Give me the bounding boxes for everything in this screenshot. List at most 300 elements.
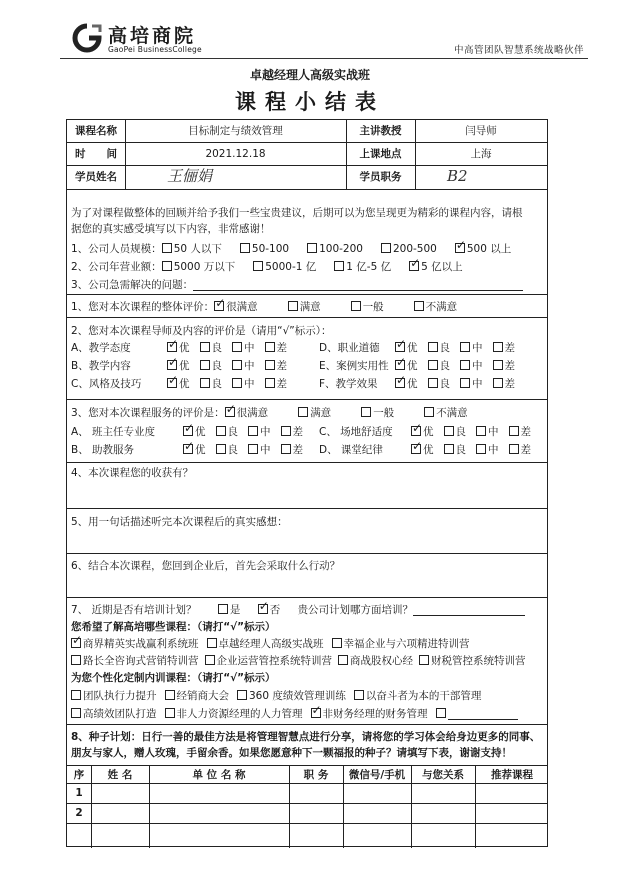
- checkbox[interactable]: [216, 444, 226, 454]
- q1-rating-option[interactable]: [414, 301, 458, 313]
- checkbox[interactable]: [281, 426, 291, 436]
- option-label: 差: [504, 342, 515, 354]
- checkbox[interactable]: [162, 243, 172, 253]
- grade-option[interactable]: [395, 378, 418, 390]
- q3-rating-row: [319, 426, 541, 438]
- q2-rating-row: [71, 360, 297, 372]
- option-label: 良: [439, 360, 450, 372]
- custom-course-option[interactable]: [71, 708, 157, 720]
- checkbox[interactable]: [71, 638, 81, 648]
- checkbox[interactable]: [167, 342, 177, 352]
- q3-rating-option[interactable]: [298, 407, 331, 419]
- checkbox[interactable]: [298, 407, 308, 417]
- grade-option[interactable]: [167, 360, 190, 372]
- q7-direction-field[interactable]: [413, 604, 525, 616]
- q3-rating-option[interactable]: [225, 407, 269, 419]
- grade-option[interactable]: [411, 444, 434, 456]
- q7-plan-label: 7、 近期是否有培训计划？: [71, 604, 197, 616]
- checkbox[interactable]: [338, 655, 348, 665]
- q6-label: 6、结合本次课程，您回到企业后，首先会采取什么行动？: [71, 560, 341, 572]
- checkbox[interactable]: [307, 243, 317, 253]
- company-revenue-option[interactable]: [162, 261, 236, 273]
- checkbox[interactable]: [509, 426, 519, 436]
- checkbox[interactable]: [354, 690, 364, 700]
- option-label: 差: [504, 378, 515, 390]
- option-label: 优: [179, 342, 190, 354]
- option-label: 优: [407, 360, 418, 372]
- q1-label: 1、您对本次课程的整体评价：: [71, 301, 215, 313]
- checkbox[interactable]: [200, 342, 210, 352]
- rating-item-label: B、 助教服务: [71, 444, 135, 456]
- referral-header-cell: 职 务: [303, 769, 329, 781]
- option-label: 中: [244, 360, 255, 372]
- referral-row-number: 1: [75, 787, 83, 799]
- referral-header-cell: 与您关系: [422, 769, 464, 781]
- q2-rating-row: [319, 360, 525, 372]
- divider: [67, 399, 547, 400]
- checkbox[interactable]: [444, 426, 454, 436]
- checkbox[interactable]: [460, 342, 470, 352]
- page-title: 课程小结表: [235, 90, 385, 114]
- checkbox[interactable]: [165, 708, 175, 718]
- custom-options-row: [71, 708, 526, 720]
- checkbox[interactable]: [71, 690, 81, 700]
- time-value: 2021.12.18: [205, 148, 266, 160]
- course-option[interactable]: [205, 655, 333, 667]
- option-label: 5000-1 亿: [265, 261, 317, 273]
- rating-item-label: A、教学态度: [71, 342, 131, 354]
- company-revenue-option[interactable]: [409, 261, 463, 273]
- grade-option[interactable]: [444, 426, 467, 438]
- checkbox[interactable]: [493, 360, 503, 370]
- course-options-row: [71, 638, 478, 650]
- grade-option[interactable]: [428, 342, 451, 354]
- checkbox[interactable]: [351, 301, 361, 311]
- grade-option[interactable]: [265, 342, 288, 354]
- option-label: 良: [227, 444, 238, 456]
- option-label: 50 人以下: [173, 243, 222, 255]
- checkbox[interactable]: [265, 378, 275, 388]
- option-label: 企业运营管控系统特训营: [216, 655, 332, 667]
- q7-no-checkbox[interactable]: [258, 604, 268, 614]
- checkbox[interactable]: [265, 342, 275, 352]
- custom-course-option[interactable]: [71, 690, 157, 702]
- option-label: 100-200: [319, 243, 363, 255]
- checkbox[interactable]: [381, 243, 391, 253]
- option-label: 1 亿-5 亿: [346, 261, 392, 273]
- grade-option[interactable]: [428, 360, 451, 372]
- divider: [67, 553, 547, 554]
- referral-header-cell: 推荐课程: [491, 769, 533, 781]
- checkbox[interactable]: [225, 407, 235, 417]
- logo-english-name: GaoPei BusinessCollege: [108, 45, 202, 54]
- company-size-label: 1、公司人员规模：: [71, 243, 162, 255]
- grade-option[interactable]: [460, 342, 483, 354]
- checkbox[interactable]: [214, 301, 224, 311]
- option-label: 优: [407, 378, 418, 390]
- grade-option[interactable]: [476, 426, 499, 438]
- checkbox[interactable]: [455, 243, 465, 253]
- rating-item-label: C、 场地舒适度: [319, 426, 393, 438]
- option-label: 良: [439, 378, 450, 390]
- option-label: 差: [276, 360, 287, 372]
- intro-line-2: 据您的真实感受填写以下内容，非常感谢！: [71, 223, 271, 235]
- rating-item-label: C、风格及技巧: [71, 378, 142, 390]
- checkbox[interactable]: [288, 301, 298, 311]
- checkbox[interactable]: [444, 444, 454, 454]
- checkbox[interactable]: [414, 301, 424, 311]
- q7-custom-label: 为您个性化定制内训课程：（请打“√”标示）: [71, 672, 276, 684]
- company-size-option[interactable]: [307, 243, 363, 255]
- grade-option[interactable]: [248, 444, 271, 456]
- custom-course-option[interactable]: [165, 690, 230, 702]
- option-label: 差: [276, 378, 287, 390]
- divider: [67, 724, 547, 725]
- checkbox[interactable]: [395, 360, 405, 370]
- q2-label: 2、您对本次课程导师及内容的评价是（请用“√”标示）：: [71, 325, 332, 337]
- checkbox[interactable]: [240, 243, 250, 253]
- checkbox[interactable]: [476, 444, 486, 454]
- referral-header-cell: 序: [73, 769, 85, 781]
- divider: [67, 317, 547, 318]
- divider: [67, 165, 547, 166]
- rating-item-label: D、 课堂纪律: [319, 444, 383, 456]
- place-value: 上海: [470, 148, 492, 160]
- grade-option[interactable]: [167, 378, 190, 390]
- q1-rating-option[interactable]: [351, 301, 384, 313]
- checkbox[interactable]: [436, 708, 446, 718]
- option-label: 中: [244, 378, 255, 390]
- option-label: 优: [407, 342, 418, 354]
- option-label: 卓越经理人高级实战班: [218, 638, 324, 650]
- company-size-option[interactable]: [162, 243, 222, 255]
- grade-option[interactable]: [395, 342, 418, 354]
- option-label: 5 亿以上: [421, 261, 463, 273]
- q8-line-1: 8、种子计划：日行一善的最佳方法是将管理智慧点进行分享，请将您的学习体会给身边更多的同事、: [71, 731, 541, 743]
- custom-course-option[interactable]: [311, 708, 428, 720]
- checkbox[interactable]: [200, 378, 210, 388]
- course-option[interactable]: [332, 638, 470, 650]
- grade-option[interactable]: [232, 342, 255, 354]
- custom-course-option[interactable]: [436, 708, 518, 720]
- divider: [67, 189, 547, 190]
- intro-line-1: 为了对课程做整体的回顾并给予我们一些宝贵建议，后期可以为您呈现更为精彩的课程内容，请根: [71, 207, 523, 219]
- company-revenue-option[interactable]: [253, 261, 316, 273]
- divider: [67, 294, 547, 295]
- gaopei-logo-icon: [70, 23, 104, 53]
- option-label: 中: [472, 378, 483, 390]
- checkbox[interactable]: [165, 690, 175, 700]
- checkbox[interactable]: [71, 708, 81, 718]
- referral-header-cell: 微信号/手机: [348, 769, 406, 781]
- option-label: 一般: [373, 407, 395, 419]
- option-label: 200-500: [392, 243, 437, 255]
- checkbox[interactable]: [493, 342, 503, 352]
- option-label: 差: [292, 426, 303, 438]
- q7-yes-option[interactable]: 是: [218, 604, 241, 616]
- checkbox[interactable]: [424, 407, 434, 417]
- q3-rating-row: [319, 444, 541, 456]
- option-label: 中: [472, 360, 483, 372]
- custom-options-row: [71, 690, 489, 702]
- course-options-row: [71, 655, 532, 667]
- grade-option[interactable]: [216, 444, 239, 456]
- rating-item-label: D、职业道德: [319, 342, 380, 354]
- company-size-row: [71, 243, 529, 255]
- checkbox[interactable]: [162, 261, 172, 271]
- q5-label: 5、用一句话描述听完本次课程后的真实感想：: [71, 516, 288, 528]
- option-label: 良: [211, 360, 222, 372]
- option-label: 优: [195, 426, 206, 438]
- option-label: 良: [439, 342, 450, 354]
- logo-chinese-name: 高培商院: [108, 25, 197, 47]
- grade-option[interactable]: [248, 426, 271, 438]
- checkbox[interactable]: [253, 261, 263, 271]
- option-label: 优: [179, 360, 190, 372]
- option-label: 团队执行力提升: [83, 690, 157, 702]
- role-label: 学员职务: [359, 171, 402, 183]
- grade-option[interactable]: [444, 444, 467, 456]
- option-label: 差: [520, 444, 531, 456]
- q2-rating-row: [71, 342, 297, 354]
- q7-yes-checkbox[interactable]: [218, 604, 228, 614]
- divider: [67, 597, 547, 598]
- option-label: 经销商大会: [176, 690, 229, 702]
- company-size-option[interactable]: [455, 243, 511, 255]
- grade-option[interactable]: [395, 360, 418, 372]
- checkbox[interactable]: [200, 360, 210, 370]
- grade-option[interactable]: [200, 378, 223, 390]
- checkbox[interactable]: [361, 407, 371, 417]
- option-label: 幸福企业与六项精进特训营: [343, 638, 470, 650]
- grade-option[interactable]: [460, 360, 483, 372]
- checkbox[interactable]: [207, 638, 217, 648]
- teacher-label: 主讲教授: [359, 125, 402, 137]
- grade-option[interactable]: [509, 444, 532, 456]
- checkbox[interactable]: [205, 655, 215, 665]
- checkbox[interactable]: [419, 655, 429, 665]
- option-label: 财税管控系统特训营: [431, 655, 526, 667]
- tagline: 中高管团队智慧系统战略伙伴: [453, 45, 584, 56]
- rating-item-label: B、教学内容: [71, 360, 131, 372]
- custom-course-option[interactable]: [165, 708, 303, 720]
- grade-option[interactable]: [232, 378, 255, 390]
- checkbox[interactable]: [476, 426, 486, 436]
- referral-row-number: 2: [75, 807, 83, 819]
- role-handwritten: B2: [447, 167, 468, 185]
- grade-option[interactable]: [200, 360, 223, 372]
- company-problem-label: 3、公司急需解决的问题：: [71, 279, 194, 291]
- checkbox[interactable]: [232, 360, 242, 370]
- checkbox[interactable]: [509, 444, 519, 454]
- checkbox[interactable]: [216, 426, 226, 436]
- option-label: 商战股权心经: [350, 655, 413, 667]
- checkbox[interactable]: [237, 690, 247, 700]
- company-revenue-label: 2、公司年营业额：: [71, 261, 162, 273]
- grade-option[interactable]: [167, 342, 190, 354]
- checkbox[interactable]: [311, 708, 321, 718]
- referral-header-cell: 姓 名: [107, 769, 133, 781]
- checkbox[interactable]: [428, 378, 438, 388]
- checkbox[interactable]: [460, 378, 470, 388]
- course-option[interactable]: [338, 655, 413, 667]
- q7-direction-label: 贵公司计划哪方面培训？: [297, 604, 414, 616]
- checkbox[interactable]: [167, 378, 177, 388]
- course-option[interactable]: [207, 638, 324, 650]
- custom-course-option[interactable]: [237, 690, 346, 702]
- option-label: 优: [423, 426, 434, 438]
- header-rule: [60, 58, 588, 59]
- checkbox[interactable]: [248, 444, 258, 454]
- course-option[interactable]: [71, 655, 199, 667]
- checkbox[interactable]: [183, 444, 193, 454]
- option-label: 路长全咨询式营销特训营: [83, 655, 199, 667]
- grade-option[interactable]: [183, 426, 206, 438]
- summary-form: [66, 119, 548, 847]
- q7-no-option[interactable]: ✓ 否: [258, 604, 281, 616]
- checkbox[interactable]: [460, 360, 470, 370]
- checkbox[interactable]: [428, 360, 438, 370]
- grade-option[interactable]: [281, 426, 304, 438]
- option-label: 满意: [310, 407, 332, 419]
- grade-option[interactable]: [509, 426, 532, 438]
- grade-option[interactable]: [265, 378, 288, 390]
- option-label: 差: [504, 360, 515, 372]
- q3-label: 3、您对本次课程服务的评价是：: [71, 407, 225, 419]
- divider: [67, 142, 547, 143]
- q1-rating-option[interactable]: [214, 301, 258, 313]
- option-label: 50-100: [251, 243, 290, 255]
- course-option[interactable]: [71, 638, 199, 650]
- checkbox[interactable]: [232, 378, 242, 388]
- option-label: 优: [423, 444, 434, 456]
- option-label: 不满意: [425, 301, 458, 313]
- course-label: 课程名称: [75, 125, 117, 137]
- option-label: 良: [455, 444, 466, 456]
- grade-option[interactable]: [476, 444, 499, 456]
- checkbox[interactable]: [232, 342, 242, 352]
- grade-option[interactable]: [265, 360, 288, 372]
- checkbox[interactable]: [395, 378, 405, 388]
- option-label: 差: [520, 426, 531, 438]
- company-size-option[interactable]: [381, 243, 437, 255]
- checkbox[interactable]: [428, 342, 438, 352]
- checkbox[interactable]: [411, 444, 421, 454]
- q1-rating-option[interactable]: [288, 301, 321, 313]
- option-label: 良: [211, 342, 222, 354]
- q8-line-2: 朋友与家人，赠人玫瑰，手留余香。如果您愿意种下一颗福报的种子？请填写下表，谢谢支持！: [71, 747, 512, 759]
- option-label: 很满意: [236, 407, 269, 419]
- grade-option[interactable]: [428, 378, 451, 390]
- option-label: 一般: [362, 301, 384, 313]
- option-label: 中: [260, 426, 271, 438]
- company-problem-field[interactable]: [193, 279, 523, 291]
- option-label: 商界精英实战赢利系统班: [83, 638, 199, 650]
- place-label: 上课地点: [359, 148, 402, 160]
- option-label: 中: [472, 342, 483, 354]
- option-label: 非人力资源经理的人力管理: [176, 708, 303, 720]
- student-label: 学员姓名: [75, 171, 117, 183]
- q3-rating-row: [71, 426, 313, 438]
- checkbox[interactable]: [281, 444, 291, 454]
- q7-plan-row: [71, 604, 525, 616]
- option-label: 良: [455, 426, 466, 438]
- grade-option[interactable]: [411, 426, 434, 438]
- option-label: 差: [292, 444, 303, 456]
- option-label: 优: [195, 444, 206, 456]
- grade-option[interactable]: [281, 444, 304, 456]
- teacher-value: 闫导师: [465, 125, 497, 137]
- option-label: 中: [488, 426, 499, 438]
- checkbox[interactable]: [493, 378, 503, 388]
- company-revenue-option[interactable]: [334, 261, 391, 273]
- option-label: 中: [244, 342, 255, 354]
- grade-option[interactable]: [183, 444, 206, 456]
- grade-option[interactable]: [232, 360, 255, 372]
- q3-rating-option[interactable]: [361, 407, 394, 419]
- course-option[interactable]: [419, 655, 526, 667]
- rating-item-label: A、 班主任专业度: [71, 426, 156, 438]
- student-name-handwritten: 王俪娟: [167, 167, 213, 185]
- checkbox[interactable]: [183, 426, 193, 436]
- q1-row: [71, 301, 487, 313]
- rating-item-label: F、教学效果: [319, 378, 378, 390]
- logo: [70, 19, 210, 59]
- option-label: 中: [260, 444, 271, 456]
- option-label: 优: [179, 378, 190, 390]
- q2-rating-row: [319, 378, 525, 390]
- grade-option[interactable]: [493, 342, 516, 354]
- option-label: 以奋斗者为本的干部管理: [365, 690, 482, 702]
- grade-option[interactable]: [493, 378, 516, 390]
- grade-option[interactable]: [460, 378, 483, 390]
- grade-option[interactable]: [200, 342, 223, 354]
- custom-course-option[interactable]: [354, 690, 482, 702]
- option-label: 高绩效团队打造: [83, 708, 157, 720]
- checkbox[interactable]: [248, 426, 258, 436]
- q3-row: [71, 407, 498, 419]
- checkbox[interactable]: [395, 342, 405, 352]
- q3-rating-row: [71, 444, 313, 456]
- checkbox[interactable]: [411, 426, 421, 436]
- option-label: 满意: [299, 301, 321, 313]
- divider: [67, 508, 547, 509]
- q7-courses-label: 您希望了解高培哪些课程：（请打“√”标示）: [71, 621, 276, 633]
- divider: [67, 462, 547, 463]
- option-label: 5000 万以下: [173, 261, 236, 273]
- company-size-option[interactable]: [240, 243, 289, 255]
- checkbox[interactable]: [265, 360, 275, 370]
- q2-rating-row: [319, 342, 525, 354]
- grade-option[interactable]: [216, 426, 239, 438]
- option-label: 非财务经理的财务管理: [322, 708, 428, 720]
- checkbox[interactable]: [409, 261, 419, 271]
- option-label: 良: [227, 426, 238, 438]
- option-label: 不满意: [436, 407, 468, 419]
- time-label: 时 间: [75, 148, 117, 160]
- checkbox[interactable]: [332, 638, 342, 648]
- checkbox[interactable]: [167, 360, 177, 370]
- grade-option[interactable]: [493, 360, 516, 372]
- course-value: 目标制定与绩效管理: [188, 125, 283, 137]
- q3-rating-option[interactable]: [424, 407, 468, 419]
- option-label: 良: [211, 378, 222, 390]
- q2-rating-row: [71, 378, 297, 390]
- custom-other-field[interactable]: [448, 708, 518, 720]
- checkbox[interactable]: [71, 655, 81, 665]
- company-problem-row: [71, 279, 523, 291]
- checkbox[interactable]: [334, 261, 344, 271]
